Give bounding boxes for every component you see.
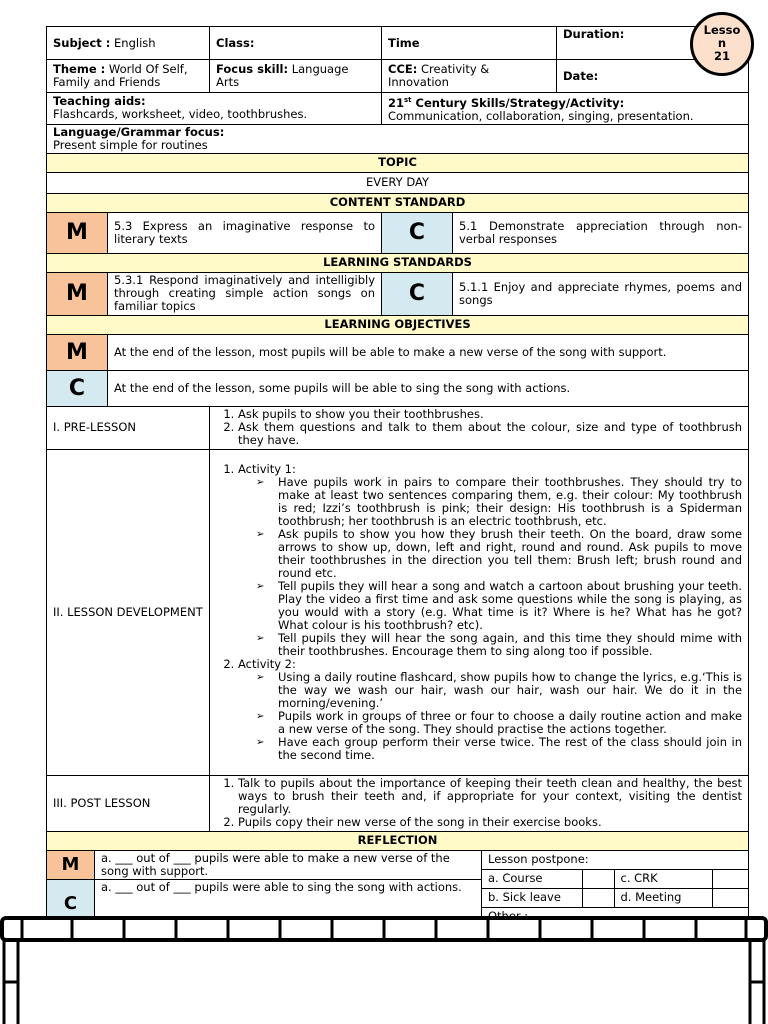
- time-cell: Time: [382, 27, 557, 60]
- learning-standards-m-text: 5.3.1 Respond imaginatively and intelligibly through creating simple action songs on familiar topics: [108, 272, 382, 315]
- list-item: 1. Activity 1: ➢ Have pupils work in pairs to compare their toothbrushes. They should try to make at least two sentences comparing them, e.g. their colour: My toothbrush is red; Izzi’s toothbrush is pink; their design: His toothbrush is a Spiderman toothbrush; her toothbrush is an electric toothbrush, etc. ➢ Ask pupils to show you how they brush their teeth. On the board, draw some arrows to show up, down, left and right, round and round. Ask pupils to move their toothbrushes in the direction you tell them: Brush left; brush round and round etc. ➢ Tell pupils they will hear a song and watch a cartoon about brushing your teeth. Play the video a first time and ask some questions while the song is playing, as you would with a story (e.g. What time is it? Where is he? What has he got? What colour is his toothbrush? etc). ➢ Tell pupils they will hear the song again, and this time they should mime with their toothbrushes. Encourage them to sing along too if possible.: [238, 463, 742, 658]
- option-sick-leave: b. Sick leave: [482, 888, 582, 907]
- activity1-points: [238, 476, 742, 658]
- activity2-points: [238, 671, 742, 762]
- theme-cell: Theme : World Of Self, Family and Friends: [47, 60, 210, 93]
- decorative-frame: [0, 912, 768, 1024]
- list-item: 2. Activity 2: ➢ Using a daily routine flashcard, show pupils how to change the lyrics, e.g.‘This is the way we wash our hair, wash our hair, wash our hair. We do it in the morning/evening.’ ➢ Pupils work in groups of three or four to choose a daily routine action and make a new verse of the song. They should practise the actions together. ➢ Have each group perform their verse twice. The rest of the class should join in the second time.: [238, 658, 742, 762]
- objective-c-text: At the end of the lesson, some pupils will be able to sing the song with actions.: [108, 370, 749, 406]
- list-item: ➢ Pupils work in groups of three or four to choose a daily routine action and make a new verse of the song. They should practise the actions together.: [256, 710, 742, 736]
- objective-m-text: At the end of the lesson, most pupils will be able to make a new verse of the song with support.: [108, 334, 749, 370]
- century-skills-cell: 21st Century Skills/Strategy/Activity: Communication, collaboration, singing, presentation.: [382, 93, 749, 125]
- postpone-label: Lesson postpone:: [482, 851, 749, 870]
- class-cell: Class:: [210, 27, 382, 60]
- objective-c-badge: C: [47, 370, 108, 406]
- content-standard-heading: CONTENT STANDARD: [47, 193, 749, 212]
- list-item: ➢ Have pupils work in pairs to compare their toothbrushes. They should try to make at least two sentences comparing them, e.g. their colour: My toothbrush is red; Izzi’s toothbrush is pink; their design: His toothbrush is a Spiderman toothbrush; her toothbrush is an electric toothbrush, etc.: [256, 476, 742, 528]
- option-sick-leave-box[interactable]: [582, 888, 614, 907]
- option-course: a. Course: [482, 869, 582, 888]
- pre-lesson-list: [216, 408, 742, 447]
- objective-m-badge: M: [47, 334, 108, 370]
- pre-lesson-content: [210, 406, 749, 449]
- cce-cell: CCE: Creativity & Innovation: [382, 60, 557, 93]
- content-standard-m-badge: M: [47, 212, 108, 253]
- subject-cell: Subject : English: [47, 27, 210, 60]
- content-standard-m-text: 5.3 Express an imaginative response to literary texts: [108, 212, 382, 253]
- learning-objectives-heading: LEARNING OBJECTIVES: [47, 315, 749, 334]
- post-lesson-label: III. POST LESSON: [47, 775, 210, 831]
- lesson-plan-sheet: [46, 26, 748, 928]
- reflection-m-badge: M: [47, 851, 95, 880]
- list-item: 1. Ask pupils to show you their toothbrushes.: [238, 408, 742, 421]
- list-item: 2. Ask them questions and talk to them about the colour, size and type of toothbrush they have.: [238, 421, 742, 447]
- list-item: 2. Pupils copy their new verse of the song in their exercise books.: [238, 816, 742, 829]
- reflection-c-badge: C: [47, 879, 95, 927]
- teaching-aids-cell: Teaching aids: Flashcards, worksheet, video, toothbrushes.: [47, 93, 382, 125]
- option-meeting: d. Meeting: [614, 888, 712, 907]
- list-item: ➢ Tell pupils they will hear the song again, and this time they should mime with their toothbrushes. Encourage them to sing along too if possible.: [256, 632, 742, 658]
- lesson-plan-table: [46, 26, 749, 851]
- duration-cell: Duration:: [557, 27, 749, 60]
- post-lesson-list: [216, 777, 742, 829]
- focus-skill-cell: Focus skill: Language Arts: [210, 60, 382, 93]
- list-item: ➢ Have each group perform their verse twice. The rest of the class should join in the second time.: [256, 736, 742, 762]
- development-list: [216, 463, 742, 762]
- content-standard-c-text: 5.1 Demonstrate appreciation through non-verbal responses: [453, 212, 749, 253]
- learning-standards-heading: LEARNING STANDARDS: [47, 253, 749, 272]
- post-lesson-content: [210, 775, 749, 831]
- learning-standards-m-badge: M: [47, 272, 108, 315]
- list-item: ➢ Tell pupils they will hear a song and watch a cartoon about brushing your teeth. Play the video a first time and ask some questions while the song is playing, as you would with a story (e.g. What time is it? Where is he? What has he got? What colour is his toothbrush? etc).: [256, 580, 742, 632]
- learning-standards-c-text: 5.1.1 Enjoy and appreciate rhymes, poems and songs: [453, 272, 749, 315]
- lesson-development-content: [210, 449, 749, 775]
- list-item: ➢ Ask pupils to show you how they brush their teeth. On the board, draw some arrows to show up, down, left and right, round and round. Ask pupils to move their toothbrushes in the direction you tell them: Brush left; brush round and round etc.: [256, 528, 742, 580]
- list-item: ➢ Using a daily routine flashcard, show pupils how to change the lyrics, e.g.‘This is the way we wash our hair, wash our hair, wash our hair. We do it in the morning/evening.’: [256, 671, 742, 710]
- lesson-number-badge: Lesso n 21: [690, 12, 754, 76]
- option-crk-box[interactable]: [712, 869, 749, 888]
- grammar-focus-cell: Language/Grammar focus: Present simple for routines: [47, 124, 749, 153]
- lesson-development-label: II. LESSON DEVELOPMENT: [47, 449, 210, 775]
- option-meeting-box[interactable]: [712, 888, 749, 907]
- reflection-c-text: a. ___ out of ___ pupils were able to sing the song with actions.: [95, 879, 482, 927]
- topic-heading: TOPIC: [47, 153, 749, 172]
- list-item: 1. Talk to pupils about the importance of keeping their teeth clean and healthy, the best ways to brush their teeth and, if appropriate for your context, visiting the dentist regularly.: [238, 777, 742, 816]
- content-standard-c-badge: C: [382, 212, 453, 253]
- reflection-heading: REFLECTION: [47, 831, 749, 850]
- option-crk: c. CRK: [614, 869, 712, 888]
- reflection-m-text: a. ___ out of ___ pupils were able to make a new verse of the song with support.: [95, 851, 482, 880]
- pre-lesson-label: I. PRE-LESSON: [47, 406, 210, 449]
- learning-standards-c-badge: C: [382, 272, 453, 315]
- topic-value: EVERY DAY: [47, 172, 749, 193]
- option-course-box[interactable]: [582, 869, 614, 888]
- date-cell: Date:: [557, 60, 749, 93]
